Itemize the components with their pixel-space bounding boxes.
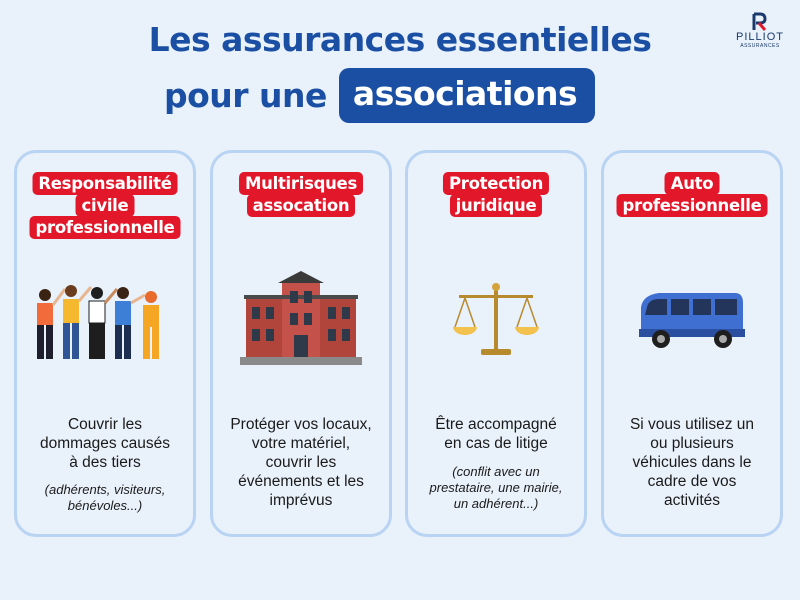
card-title-badge <box>443 173 549 217</box>
note-line: bénévoles...) <box>67 498 143 513</box>
card-title-line: assocation <box>247 194 356 217</box>
card-description <box>25 415 185 472</box>
people-holding-hands-icon <box>25 281 185 363</box>
card-auto-professionnelle <box>601 150 783 537</box>
card-title-badge <box>617 173 768 217</box>
desc-line: imprévus <box>269 492 333 509</box>
desc-line: dommages causés <box>39 435 171 452</box>
card-title-line: professionnelle <box>617 194 768 217</box>
desc-line: cadre de vos <box>647 473 737 490</box>
card-responsabilite-civile <box>14 150 196 537</box>
desc-line: activités <box>664 492 720 509</box>
note-line: (adhérents, visiteurs, <box>44 482 166 497</box>
desc-line: Protéger vos locaux, <box>230 416 372 433</box>
van-icon <box>637 289 747 351</box>
note-line: un adhérent...) <box>453 496 539 511</box>
card-title-line: professionnelle <box>30 216 181 239</box>
card-title-line: civile <box>76 194 135 217</box>
desc-line: Couvrir les <box>67 416 143 433</box>
logo-tagline: ASSURANCES <box>740 43 780 49</box>
subtitle-text: pour une <box>164 76 327 115</box>
desc-line: à des tiers <box>69 454 141 471</box>
desc-line: événements et les <box>238 473 364 490</box>
card-description <box>612 415 772 510</box>
card-note <box>416 464 576 512</box>
desc-line: votre matériel, <box>251 435 351 452</box>
card-protection-juridique <box>405 150 587 537</box>
desc-line: ou plusieurs <box>650 435 734 452</box>
card-title-line: juridique <box>450 194 543 217</box>
company-logo[interactable] <box>730 12 790 49</box>
desc-line: véhicules dans le <box>632 454 752 471</box>
scales-of-justice-icon <box>451 281 541 361</box>
card-title-line: Protection <box>443 172 549 195</box>
desc-line: couvrir les <box>265 454 337 471</box>
building-icon <box>238 271 364 367</box>
page-subtitle <box>164 68 595 123</box>
desc-line: Être accompagné <box>435 416 557 433</box>
card-description <box>416 415 576 453</box>
card-title-badge <box>239 173 363 217</box>
note-line: (conflit avec un <box>452 464 540 479</box>
note-line: prestataire, une mairie, <box>429 480 563 495</box>
card-note <box>25 482 185 514</box>
card-title-line: Multirisques <box>239 172 363 195</box>
card-description <box>221 415 381 510</box>
logo-name: PILLIOT <box>736 31 784 43</box>
page-title: Les assurances essentielles <box>148 20 652 59</box>
subtitle-highlight: associations <box>339 68 595 123</box>
card-title-badge <box>30 173 181 239</box>
card-title-line: Responsabilité <box>32 172 177 195</box>
desc-line: Si vous utilisez un <box>629 416 755 433</box>
logo-mark-icon <box>751 12 769 32</box>
card-title-line: Auto <box>665 172 720 195</box>
card-multirisques <box>210 150 392 537</box>
desc-line: en cas de litige <box>444 435 548 452</box>
